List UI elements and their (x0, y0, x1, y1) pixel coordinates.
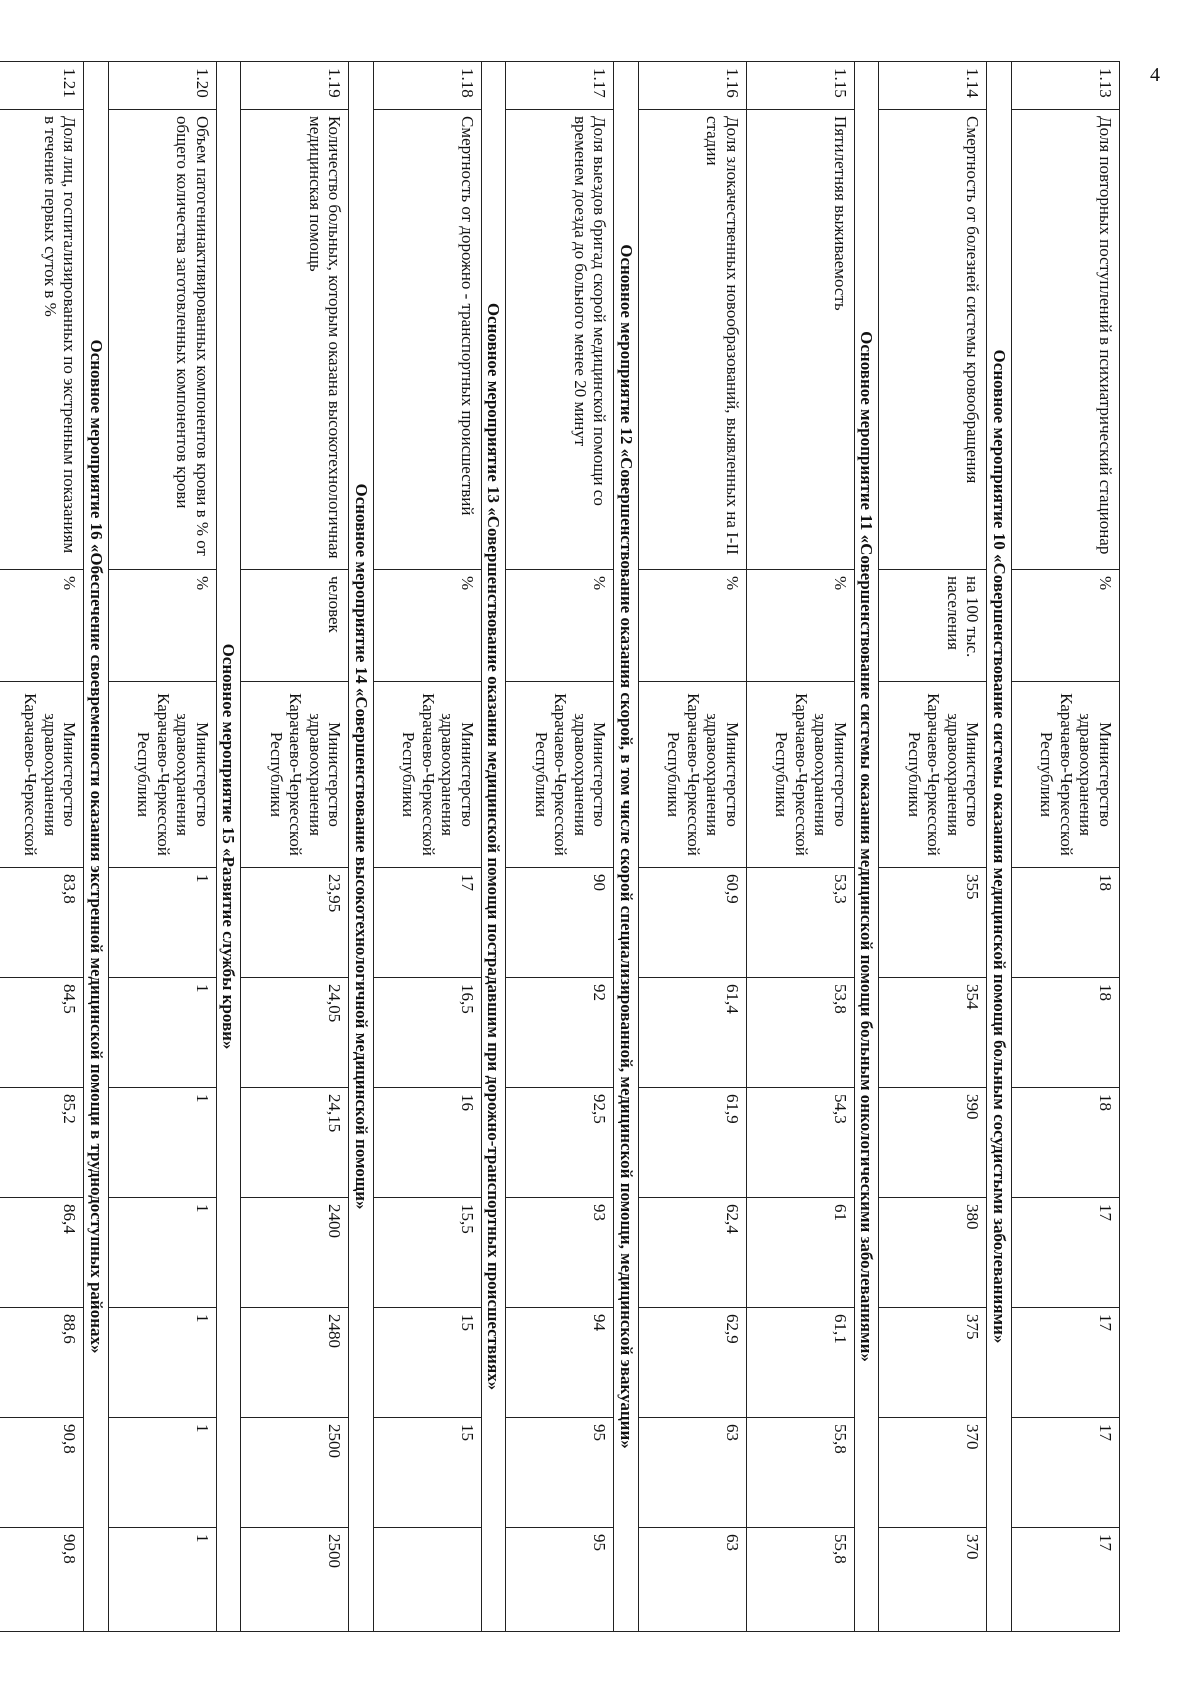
indicator-name: Доля выездов бригад скорой медицинской помощи со временем доезда до больного менее 20 минут (506, 110, 614, 570)
table-row (638, 62, 746, 1632)
year-value-cell: 85,2 (0, 1088, 84, 1198)
unit-of-measure: % (638, 570, 746, 682)
year-value-cell: 17 (1012, 1308, 1120, 1418)
year-value-cell: 61,1 (746, 1308, 854, 1418)
responsible-executor: Министерство здравоохранения Карачаево-Черкесской Республики (746, 682, 854, 868)
year-value-cell: 1 (108, 1308, 216, 1418)
year-value-cell: 1 (108, 868, 216, 978)
year-value-cell: 95 (506, 1528, 614, 1632)
row-number: 1.21 (0, 62, 84, 110)
year-value-cell: 55,8 (746, 1418, 854, 1528)
year-value-cell: 18 (1012, 1088, 1120, 1198)
section-header-row (349, 62, 374, 1632)
year-value-cell: 375 (879, 1308, 987, 1418)
year-value-cell: 17 (373, 868, 481, 978)
year-value-cell: 354 (879, 978, 987, 1088)
table-row (506, 62, 614, 1632)
unit-of-measure: % (746, 570, 854, 682)
indicator-name: Количество больных, которым оказана высокотехнологичная медицинская помощь (241, 110, 349, 570)
unit-of-measure: % (506, 570, 614, 682)
section-title: Основное мероприятие 13 «Совершенствование оказания медицинской помощи пострадавшим при дорожно-транспортных происшествиях» (481, 62, 506, 1632)
responsible-executor: Министерство здравоохранения Карачаево-Черкесской (0, 682, 84, 868)
row-number: 1.17 (506, 62, 614, 110)
table-row (1012, 62, 1120, 1632)
year-value-cell: 2500 (241, 1418, 349, 1528)
table-row (0, 62, 84, 1632)
year-value-cell: 92 (506, 978, 614, 1088)
year-value-cell: 90,8 (0, 1528, 84, 1632)
responsible-executor: Министерство здравоохранения Карачаево-Черкесской Республики (241, 682, 349, 868)
row-number: 1.20 (108, 62, 216, 110)
year-value-cell: 18 (1012, 978, 1120, 1088)
year-value-cell: 24,15 (241, 1088, 349, 1198)
year-value-cell: 86,4 (0, 1198, 84, 1308)
row-number: 1.19 (241, 62, 349, 110)
year-value-cell: 23,95 (241, 868, 349, 978)
year-value-cell: 83,8 (0, 868, 84, 978)
year-value-cell: 1 (108, 1088, 216, 1198)
year-value-cell: 63 (638, 1528, 746, 1632)
section-header-row (987, 62, 1012, 1632)
table-body (0, 62, 1120, 1632)
section-header-row (216, 62, 241, 1632)
indicator-name: Доля злокачественных новообразований, выявленных на I-II стадии (638, 110, 746, 570)
indicator-name: Доля повторных поступлений в психиатрический стационар (1012, 110, 1120, 570)
row-number: 1.15 (746, 62, 854, 110)
year-value-cell: 370 (879, 1418, 987, 1528)
indicator-name: Объем патогенинактивированных компонентов крови в % от общего количества заготовленных компонентов крови (108, 110, 216, 570)
unit-of-measure: человек (241, 570, 349, 682)
section-header-row (481, 62, 506, 1632)
year-value-cell: 17 (1012, 1528, 1120, 1632)
section-title: Основное мероприятие 14 «Совершенствование высокотехнологичной медицинской помощи» (349, 62, 374, 1632)
year-value-cell: 61,4 (638, 978, 746, 1088)
year-value-cell: 2480 (241, 1308, 349, 1418)
table-row (241, 62, 349, 1632)
responsible-executor: Министерство здравоохранения Карачаево-Черкесской Республики (373, 682, 481, 868)
year-value-cell: 15 (373, 1308, 481, 1418)
year-value-cell: 60,9 (638, 868, 746, 978)
row-number: 1.13 (1012, 62, 1120, 110)
year-value-cell: 1 (108, 978, 216, 1088)
year-value-cell: 53,8 (746, 978, 854, 1088)
section-title: Основное мероприятие 12 «Совершенствование оказания скорой, в том числе скорой специализированной, медицинской помощи, медицинской эвакуации» (614, 62, 639, 1632)
year-value-cell: 54,3 (746, 1088, 854, 1198)
year-value-cell: 88,6 (0, 1308, 84, 1418)
section-title: Основное мероприятие 15 «Развитие службы крови» (216, 62, 241, 1632)
table-row (746, 62, 854, 1632)
row-number: 1.18 (373, 62, 481, 110)
year-value-cell: 93 (506, 1198, 614, 1308)
year-value-cell: 15,5 (373, 1198, 481, 1308)
row-number: 1.16 (638, 62, 746, 110)
indicator-name: Смертность от болезней системы кровообращения (879, 110, 987, 570)
year-value-cell: 63 (638, 1418, 746, 1528)
year-value-cell: 62,9 (638, 1308, 746, 1418)
year-value-cell: 55,8 (746, 1528, 854, 1632)
unit-of-measure: % (373, 570, 481, 682)
year-value-cell: 62,4 (638, 1198, 746, 1308)
year-value-cell: 17 (1012, 1198, 1120, 1308)
year-value-cell: 1 (108, 1418, 216, 1528)
unit-of-measure: % (108, 570, 216, 682)
year-value-cell: 2500 (241, 1528, 349, 1632)
unit-of-measure: на 100 тыс. населения (879, 570, 987, 682)
year-value-cell: 92,5 (506, 1088, 614, 1198)
responsible-executor: Министерство здравоохранения Карачаево-Черкесской Республики (108, 682, 216, 868)
year-value-cell: 2400 (241, 1198, 349, 1308)
responsible-executor: Министерство здравоохранения Карачаево-Черкесской Республики (506, 682, 614, 868)
year-value-cell: 94 (506, 1308, 614, 1418)
year-value-cell: 18 (1012, 868, 1120, 978)
year-value-cell: 370 (879, 1528, 987, 1632)
rotated-table-wrapper (21, 61, 1120, 1631)
year-value-cell: 90,8 (0, 1418, 84, 1528)
year-value-cell: 1 (108, 1528, 216, 1632)
year-value-cell: 16,5 (373, 978, 481, 1088)
year-value-cell: 95 (506, 1418, 614, 1528)
indicators-table (0, 61, 1120, 1632)
section-header-row (84, 62, 109, 1632)
year-value-cell: 16 (373, 1088, 481, 1198)
year-value-cell: 15 (373, 1418, 481, 1528)
responsible-executor: Министерство здравоохранения Карачаево-Черкесской Республики (638, 682, 746, 868)
year-value-cell: 17 (1012, 1418, 1120, 1528)
year-value-cell: 61 (746, 1198, 854, 1308)
year-value-cell: 24,05 (241, 978, 349, 1088)
year-value-cell: 90 (506, 868, 614, 978)
year-value-cell: 355 (879, 868, 987, 978)
indicator-name: Доля лиц, госпитализированных по экстренным показаниям в течение первых суток в % (0, 110, 84, 570)
responsible-executor: Министерство здравоохранения Карачаево-Черкесской Республики (879, 682, 987, 868)
table-row (879, 62, 987, 1632)
year-value-cell: 1 (108, 1198, 216, 1308)
year-value-cell: 390 (879, 1088, 987, 1198)
year-value-cell: 61,9 (638, 1088, 746, 1198)
unit-of-measure: % (1012, 570, 1120, 682)
row-number: 1.14 (879, 62, 987, 110)
page-number: 4 (1150, 64, 1160, 86)
section-title: Основное мероприятие 11 «Совершенствование системы оказания медицинской помощи больным онкологическими заболеваниями» (854, 62, 879, 1632)
year-value-cell (373, 1528, 481, 1632)
section-title: Основное мероприятие 10 «Совершенствование системы оказания медицинской помощи больным сосудистыми заболеваниями» (987, 62, 1012, 1632)
table-row (108, 62, 216, 1632)
year-value-cell: 53,3 (746, 868, 854, 978)
unit-of-measure: % (0, 570, 84, 682)
responsible-executor: Министерство здравоохранения Карачаево-Черкесской Республики (1012, 682, 1120, 868)
section-title: Основное мероприятие 16 «Обеспечение своевременности оказания экстренной медицинской помощи в труднодоступных районах» (84, 62, 109, 1632)
section-header-row (854, 62, 879, 1632)
section-header-row (614, 62, 639, 1632)
year-value-cell: 84,5 (0, 978, 84, 1088)
indicator-name: Смертность от дорожно - транспортных происшествий (373, 110, 481, 570)
indicator-name: Пятилетняя выживаемость (746, 110, 854, 570)
year-value-cell: 380 (879, 1198, 987, 1308)
table-row (373, 62, 481, 1632)
